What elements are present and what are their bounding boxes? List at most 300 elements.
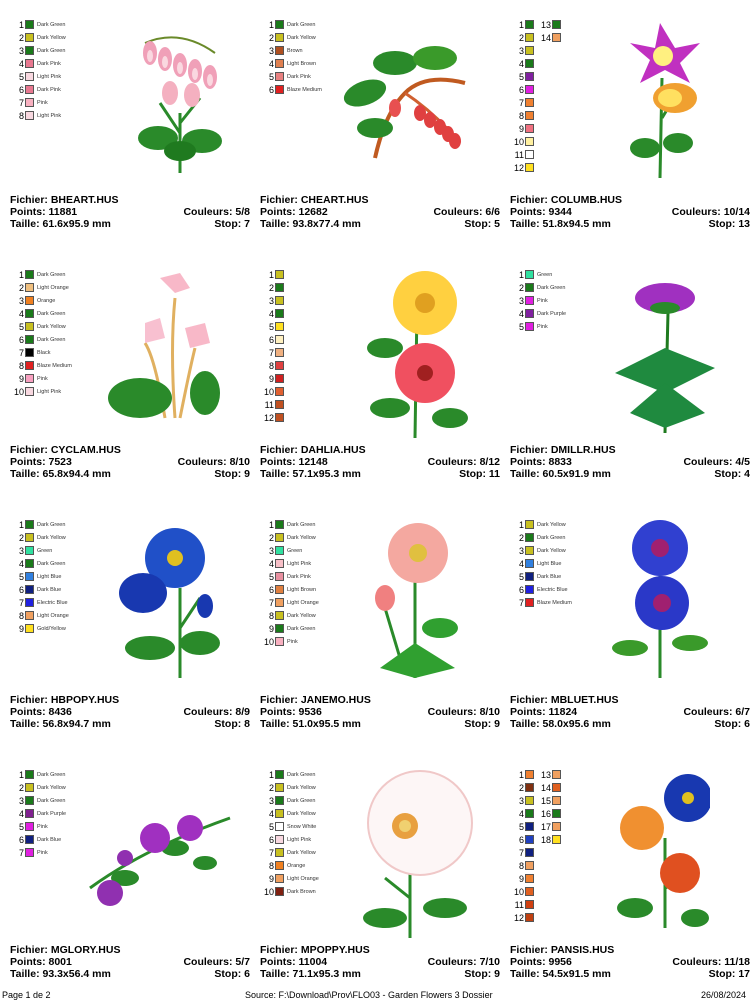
- swatch-color-box: [275, 796, 284, 805]
- swatch-color-name: Dark Green: [37, 797, 66, 804]
- swatch-number: 2: [18, 32, 24, 43]
- design-card: [510, 268, 750, 498]
- file-label: Fichier:: [260, 444, 301, 456]
- points-value: 11004: [298, 956, 328, 968]
- stop-label: Stop:: [214, 468, 245, 480]
- color-swatch: [512, 83, 537, 96]
- points: [260, 206, 328, 218]
- swatch-number: 6: [18, 84, 24, 95]
- colors: [178, 456, 250, 468]
- points-value: 8833: [548, 456, 572, 468]
- japanese-anemone-embroidery-icon: [360, 518, 460, 683]
- colors-value: 6/7: [735, 706, 750, 718]
- color-swatch: [512, 122, 537, 135]
- design-info: [10, 694, 250, 730]
- color-swatch: [262, 518, 319, 531]
- color-swatch: [512, 583, 572, 596]
- swatch-color-box: [25, 46, 34, 55]
- swatch-color-name: Dark Yellow: [37, 323, 66, 330]
- swatch-color-name: Dark Yellow: [37, 534, 66, 541]
- swatch-number: 7: [18, 597, 24, 608]
- swatch-color-name: Dark Yellow: [287, 612, 316, 619]
- swatch-color-name: Light Blue: [537, 560, 562, 567]
- swatch-color-box: [275, 296, 284, 305]
- size-label: Taille:: [260, 968, 293, 980]
- size-row: [260, 968, 500, 980]
- swatch-number: 7: [18, 97, 24, 108]
- swatch-number: 12: [263, 412, 274, 423]
- swatch-number: 5: [518, 321, 524, 332]
- color-swatch: [262, 609, 319, 622]
- swatch-color-name: Brown: [287, 47, 303, 54]
- colors-label: Couleurs:: [427, 456, 480, 468]
- color-swatch: [512, 70, 537, 83]
- swatch-number: 1: [518, 269, 524, 280]
- colors: [428, 456, 500, 468]
- design-info: [10, 444, 250, 480]
- swatch-color-name: Dark Yellow: [287, 534, 316, 541]
- color-swatch: [262, 70, 322, 83]
- stop-value: 9: [494, 968, 500, 980]
- swatch-color-name: Light Brown: [287, 586, 317, 593]
- swatch-color-box: [25, 822, 34, 831]
- color-swatch: [262, 622, 319, 635]
- color-swatch: [262, 859, 319, 872]
- swatch-color-box: [25, 296, 34, 305]
- source-path: Source: F:\Download\Prov\FLO03 - Garden Flowers 3 Dossier: [245, 990, 493, 1000]
- swatch-number: 4: [268, 558, 274, 569]
- swatch-color-name: Dark Green: [37, 336, 66, 343]
- swatch-number: 5: [268, 571, 274, 582]
- color-swatch: [12, 557, 69, 570]
- size-label: Taille:: [510, 718, 543, 730]
- swatch-number: 8: [518, 860, 524, 871]
- file-name: [10, 694, 119, 706]
- swatch-number: 4: [268, 308, 274, 319]
- size: [10, 468, 111, 480]
- swatch-color-box: [525, 809, 534, 818]
- stop: [214, 968, 250, 980]
- swatch-color-box: [525, 98, 534, 107]
- design-card: [510, 18, 750, 248]
- color-swatch: [262, 294, 287, 307]
- points-label: Points:: [10, 456, 49, 468]
- points-label: Points:: [260, 456, 299, 468]
- swatch-number: 1: [268, 769, 274, 780]
- stop-label: Stop:: [714, 468, 745, 480]
- swatch-color-name: Dark Green: [37, 271, 66, 278]
- swatch-color-box: [275, 413, 284, 422]
- swatch-color-name: Gold/Yellow: [37, 625, 66, 632]
- swatch-color-box: [275, 611, 284, 620]
- file-label: Fichier:: [10, 444, 51, 456]
- size-value: 93.8x77.4 mm: [292, 218, 361, 230]
- swatch-color-name: Pink: [537, 323, 548, 330]
- swatch-color-box: [552, 770, 561, 779]
- color-swatch-list: [262, 518, 319, 648]
- swatch-color-box: [525, 137, 534, 146]
- swatch-color-box: [525, 835, 534, 844]
- swatch-color-box: [552, 783, 561, 792]
- swatch-color-box: [25, 348, 34, 357]
- file-name: [510, 694, 619, 706]
- swatch-color-box: [552, 20, 561, 29]
- swatch-color-name: Dark Green: [37, 771, 66, 778]
- swatch-number: 13: [540, 19, 551, 30]
- swatch-color-box: [275, 887, 284, 896]
- swatch-color-box: [275, 59, 284, 68]
- swatch-color-box: [525, 559, 534, 568]
- size-value: 54.5x91.5 mm: [542, 968, 611, 980]
- swatch-number: 10: [263, 636, 274, 647]
- color-swatch: [262, 83, 322, 96]
- color-swatch: [512, 872, 537, 885]
- color-swatch: [12, 359, 72, 372]
- points: [510, 706, 577, 718]
- color-swatch: [12, 544, 69, 557]
- color-swatch: [12, 531, 69, 544]
- color-swatch: [512, 544, 572, 557]
- file-label: Fichier:: [510, 194, 551, 206]
- swatch-color-name: Dark Yellow: [537, 521, 566, 528]
- swatch-color-box: [525, 124, 534, 133]
- points-row: [510, 706, 750, 718]
- points-value: 12682: [298, 206, 328, 218]
- swatch-number: 2: [268, 282, 274, 293]
- swatch-number: 1: [518, 19, 524, 30]
- swatch-color-box: [525, 296, 534, 305]
- size-value: 60.5x91.9 mm: [542, 468, 611, 480]
- print-date: 26/08/2024: [700, 990, 746, 1000]
- color-swatch: [512, 281, 566, 294]
- file-row: [510, 444, 750, 456]
- stop-value: 13: [738, 218, 750, 230]
- size-value: 56.8x94.7 mm: [42, 718, 111, 730]
- swatch-number: 10: [263, 886, 274, 897]
- color-swatch: [12, 70, 66, 83]
- colors-value: 4/5: [735, 456, 750, 468]
- swatch-number: 6: [268, 84, 274, 95]
- swatch-number: 6: [518, 84, 524, 95]
- swatch-number: 3: [18, 295, 24, 306]
- swatch-number: 14: [540, 32, 551, 43]
- size-row: [10, 718, 250, 730]
- color-swatch: [262, 359, 287, 372]
- size-value: 58.0x95.6 mm: [542, 718, 611, 730]
- colors-value: 8/10: [479, 706, 500, 718]
- swatch-number: 4: [518, 308, 524, 319]
- color-swatch: [512, 557, 572, 570]
- file-label: Fichier:: [260, 944, 301, 956]
- swatch-number: 2: [268, 782, 274, 793]
- swatch-color-name: Light Orange: [37, 284, 69, 291]
- color-swatch: [539, 807, 564, 820]
- file-label: Fichier:: [510, 944, 551, 956]
- swatch-color-box: [25, 361, 34, 370]
- swatch-color-name: Dark Green: [37, 47, 66, 54]
- points: [260, 456, 328, 468]
- swatch-number: 7: [268, 847, 274, 858]
- swatch-number: 15: [540, 795, 551, 806]
- color-swatch: [512, 135, 537, 148]
- color-swatch: [512, 570, 572, 583]
- colors-label: Couleurs:: [427, 956, 480, 968]
- swatch-color-name: Orange: [287, 862, 306, 869]
- swatch-color-box: [552, 822, 561, 831]
- color-swatch: [262, 820, 319, 833]
- color-swatch: [262, 307, 287, 320]
- points: [510, 206, 572, 218]
- colors-label: Couleurs:: [683, 706, 736, 718]
- swatch-color-box: [25, 611, 34, 620]
- colors-label: Couleurs:: [671, 206, 724, 218]
- file-label: Fichier:: [260, 694, 301, 706]
- page-footer: [0, 990, 750, 1003]
- design-card: [260, 18, 500, 248]
- swatch-color-box: [25, 520, 34, 529]
- swatch-number: 3: [518, 545, 524, 556]
- swatch-color-box: [525, 85, 534, 94]
- swatch-color-name: Dark Green: [287, 521, 316, 528]
- color-swatch: [262, 281, 287, 294]
- color-swatch: [512, 820, 537, 833]
- swatch-color-box: [25, 59, 34, 68]
- swatch-color-name: Dark Pink: [287, 73, 311, 80]
- color-swatch: [262, 833, 319, 846]
- colors: [428, 706, 500, 718]
- dwarf-miller-embroidery-icon: [610, 273, 720, 438]
- swatch-color-name: Dark Pink: [37, 86, 61, 93]
- swatch-number: 5: [518, 71, 524, 82]
- swatch-number: 4: [518, 58, 524, 69]
- file-value: DAHLIA.HUS: [300, 444, 366, 456]
- swatch-color-name: Dark Yellow: [287, 849, 316, 856]
- swatch-color-box: [275, 546, 284, 555]
- swatch-color-name: Light Pink: [37, 388, 62, 395]
- color-swatch: [512, 96, 537, 109]
- swatch-color-name: Light Pink: [287, 836, 312, 843]
- swatch-color-box: [25, 598, 34, 607]
- stop: [214, 468, 250, 480]
- swatch-number: 3: [518, 45, 524, 56]
- swatch-color-name: Light Pink: [37, 112, 62, 119]
- color-swatch: [262, 583, 319, 596]
- color-swatch: [262, 557, 319, 570]
- size-row: [260, 218, 500, 230]
- size-row: [510, 468, 750, 480]
- columbine-embroidery-icon: [620, 18, 710, 183]
- design-card: [260, 768, 500, 998]
- swatch-number: 4: [268, 808, 274, 819]
- file-value: DMILLR.HUS: [550, 444, 616, 456]
- swatch-color-name: Light Blue: [37, 573, 62, 580]
- color-swatch: [539, 768, 564, 781]
- swatch-number: 6: [18, 334, 24, 345]
- swatch-color-box: [275, 585, 284, 594]
- color-swatch: [512, 794, 537, 807]
- file-value: CYCLAM.HUS: [50, 444, 121, 456]
- color-swatch: [512, 859, 537, 872]
- color-swatch-list: [12, 18, 66, 122]
- points: [10, 706, 72, 718]
- points-row: [260, 956, 500, 968]
- stop-label: Stop:: [464, 218, 495, 230]
- file-value: MGLORY.HUS: [50, 944, 121, 956]
- colors-label: Couleurs:: [183, 206, 236, 218]
- size-label: Taille:: [260, 718, 293, 730]
- swatch-number: 1: [518, 769, 524, 780]
- swatch-color-box: [25, 111, 34, 120]
- swatch-number: 6: [268, 334, 274, 345]
- swatch-color-box: [525, 887, 534, 896]
- color-swatch: [12, 609, 69, 622]
- swatch-number: 10: [263, 386, 274, 397]
- file-row: [260, 944, 500, 956]
- size: [510, 468, 611, 480]
- file-row: [510, 194, 750, 206]
- design-info: [10, 944, 250, 980]
- swatch-color-box: [525, 770, 534, 779]
- points-row: [510, 956, 750, 968]
- swatch-number: 2: [268, 532, 274, 543]
- stop-value: 7: [244, 218, 250, 230]
- colors: [183, 706, 250, 718]
- swatch-color-box: [525, 874, 534, 883]
- file-name: [510, 194, 622, 206]
- swatch-color-box: [525, 520, 534, 529]
- points-row: [10, 956, 250, 968]
- stop: [464, 218, 500, 230]
- size-row: [510, 218, 750, 230]
- swatch-color-name: Electric Blue: [37, 599, 68, 606]
- color-swatch: [512, 833, 537, 846]
- swatch-color-name: Snow White: [287, 823, 317, 830]
- color-swatch: [512, 596, 572, 609]
- design-info: [260, 194, 500, 230]
- swatch-number: 13: [540, 769, 551, 780]
- points-row: [10, 456, 250, 468]
- swatch-number: 5: [268, 821, 274, 832]
- swatch-color-box: [552, 33, 561, 42]
- file-name: [260, 194, 369, 206]
- swatch-color-name: Dark Green: [287, 797, 316, 804]
- color-swatch: [12, 846, 66, 859]
- color-swatch: [512, 57, 537, 70]
- swatch-color-box: [25, 770, 34, 779]
- color-swatch: [12, 281, 72, 294]
- swatch-color-box: [25, 335, 34, 344]
- swatch-color-box: [25, 374, 34, 383]
- bleeding-heart-embroidery-icon: [130, 23, 230, 178]
- swatch-number: 3: [18, 45, 24, 56]
- colors-value: 5/7: [235, 956, 250, 968]
- points-row: [510, 456, 750, 468]
- design-info: [510, 444, 750, 480]
- size: [510, 968, 611, 980]
- colors-label: Couleurs:: [433, 206, 486, 218]
- swatch-number: 2: [518, 32, 524, 43]
- size-label: Taille:: [10, 468, 43, 480]
- swatch-color-name: Light Orange: [287, 599, 319, 606]
- file-name: [10, 444, 121, 456]
- swatch-color-name: Dark Green: [37, 560, 66, 567]
- stop-value: 17: [738, 968, 750, 980]
- color-swatch: [512, 161, 537, 174]
- swatch-number: 3: [18, 545, 24, 556]
- swatch-color-box: [552, 796, 561, 805]
- swatch-number: 8: [268, 860, 274, 871]
- color-swatch: [12, 268, 72, 281]
- swatch-color-box: [525, 20, 534, 29]
- size-value: 65.8x94.4 mm: [42, 468, 111, 480]
- swatch-color-box: [25, 796, 34, 805]
- dahlia-embroidery-icon: [365, 268, 475, 443]
- swatch-color-box: [525, 283, 534, 292]
- file-name: [260, 694, 371, 706]
- file-row: [10, 444, 250, 456]
- stop-label: Stop:: [214, 968, 245, 980]
- swatch-color-box: [525, 533, 534, 542]
- swatch-color-name: Dark Blue: [37, 836, 62, 843]
- color-swatch: [539, 820, 564, 833]
- swatch-number: 10: [513, 886, 524, 897]
- swatch-number: 1: [18, 19, 24, 30]
- points-label: Points:: [10, 706, 49, 718]
- color-swatch: [12, 781, 66, 794]
- colors-label: Couleurs:: [183, 956, 236, 968]
- colors-value: 8/9: [235, 706, 250, 718]
- swatch-color-box: [525, 33, 534, 42]
- swatch-color-box: [25, 559, 34, 568]
- swatch-color-box: [275, 533, 284, 542]
- size: [260, 718, 361, 730]
- swatch-color-box: [25, 85, 34, 94]
- swatch-color-box: [25, 72, 34, 81]
- swatch-number: 9: [268, 623, 274, 634]
- swatch-number: 5: [18, 571, 24, 582]
- swatch-number: 5: [518, 821, 524, 832]
- swatch-color-name: Dark Purple: [37, 810, 67, 817]
- size-value: 61.6x95.9 mm: [42, 218, 111, 230]
- swatch-number: 7: [18, 347, 24, 358]
- swatch-color-box: [25, 572, 34, 581]
- swatch-color-name: Light Orange: [287, 875, 319, 882]
- design-info: [510, 944, 750, 980]
- color-swatch: [12, 622, 69, 635]
- colors-value: 6/6: [485, 206, 500, 218]
- swatch-color-name: Dark Blue: [537, 573, 562, 580]
- swatch-number: 5: [268, 321, 274, 332]
- swatch-color-box: [525, 585, 534, 594]
- points-label: Points:: [260, 956, 299, 968]
- swatch-number: 4: [18, 808, 24, 819]
- swatch-color-box: [275, 835, 284, 844]
- swatch-color-box: [275, 598, 284, 607]
- file-label: Fichier:: [510, 694, 551, 706]
- color-swatch: [262, 544, 319, 557]
- points-label: Points:: [510, 456, 549, 468]
- colors: [672, 956, 750, 968]
- swatch-number: 1: [268, 269, 274, 280]
- swatch-color-name: Dark Green: [37, 21, 66, 28]
- points-row: [10, 206, 250, 218]
- colors-label: Couleurs:: [427, 706, 480, 718]
- size-row: [510, 718, 750, 730]
- climbing-heart-embroidery-icon: [335, 33, 485, 168]
- color-swatch: [12, 583, 69, 596]
- swatch-color-name: Light Brown: [287, 60, 317, 67]
- file-name: [10, 194, 119, 206]
